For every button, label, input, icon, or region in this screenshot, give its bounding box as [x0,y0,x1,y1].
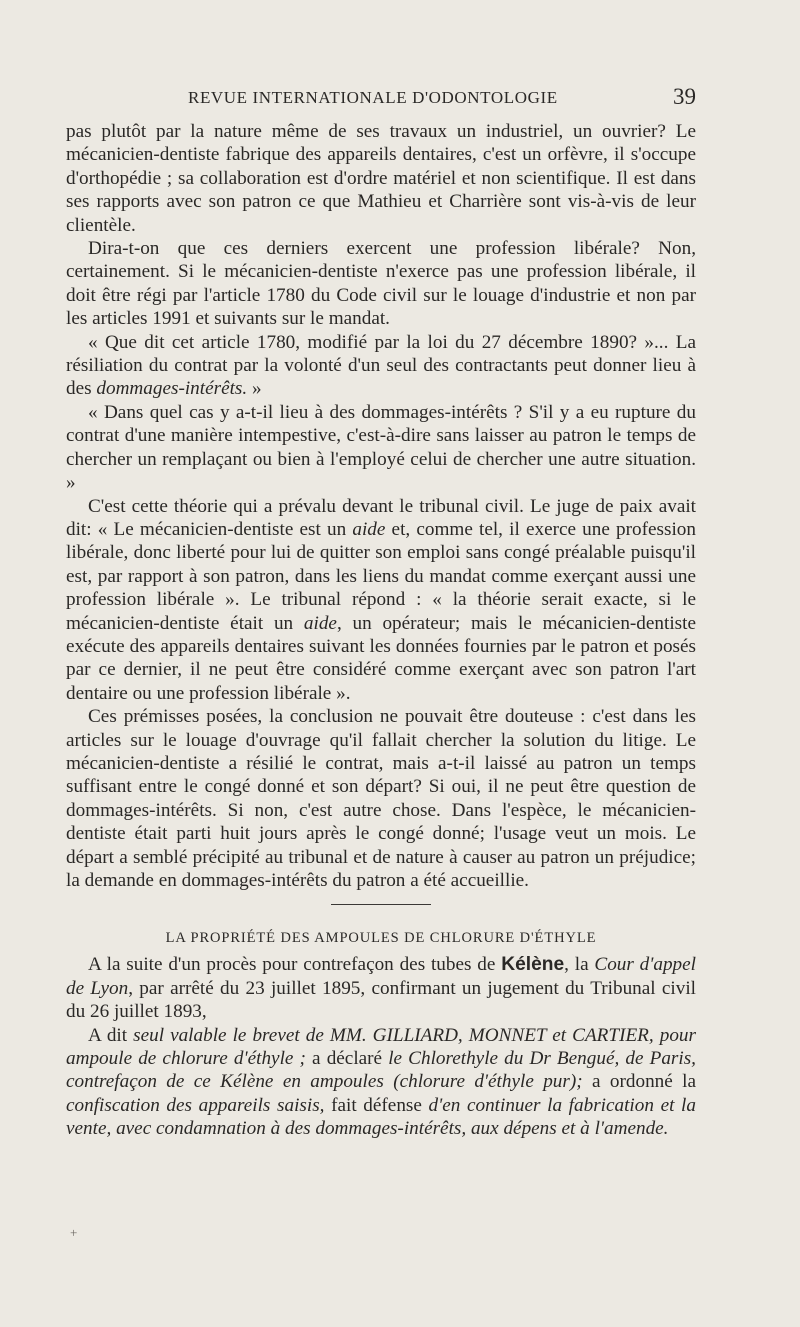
section-p1-text-b: , la [564,954,595,976]
section-p2-italic-a: seul valable le brevet de MM. GILLIARD, MONNET et CARTIER, pour ampoule de chlorure d'éthyle ; [66,1024,696,1070]
paragraph-5 [66,495,696,706]
paragraph-5-text-b: et, comme tel, il exerce une profession libérale, donc liberté pour lui de quitter son emploi sans congé préalable puisqu'il est, par rapport à son patron, dans les liens du mandat comme exerçant aussi une profession libérale ». Le tribunal répond : « la théorie serait exacte, si le mécanicien-dentiste était un [66,518,696,634]
section-p2-text-c: a ordonné la [582,1071,696,1093]
paragraph-2: Dira-t-on que ces derniers exercent une profession libérale? Non, certainement. Si le mécanicien-dentiste n'exerce pas une profession libérale, il doit être régi par l'article 1780 du Code civil sur le louage d'industrie et non par les articles 1991 et suivants sur le mandat. [66,238,696,330]
paragraph-6: Ces prémisses posées, la conclusion ne pouvait être douteuse : c'est dans les articles sur le louage d'ouvrage qu'il fallait chercher la solution du litige. Le mécanicien-dentiste a résilié le contrat, mais a-t-il laissé au patron un temps suffisant entre le congé donné et son départ? Si oui, il ne peut être question de dommages-intérêts. Si non, c'est autre chose. Dans l'espèce, le mécanicien-dentiste était parti huit jours après le congé donné; l'usage veut un mois. Le départ a semblé précipité au tribunal et de nature à causer au patron un préjudice; la demande en dommages-intérêts du patron a été accueillie. [66,706,696,891]
section-p1-text-c: , par arrêté du 23 juillet 1895, confirmant un jugement du Tribunal civil du 26 juillet 1893, [66,977,696,1023]
page-header [66,84,696,114]
section-p1-brand: Kélène [501,954,565,976]
paragraph-5-italic-a: aide [352,518,386,540]
page-number: 39 [673,84,696,109]
section-p1-text-a: A la suite d'un procès pour contrefaçon des tubes de [88,954,502,976]
paragraph-3-text: « Que dit cet article 1780, modifié par la loi du 27 décembre 1890? »... La résiliation du contrat par la volonté d'un seul des contractants peut donner lieu à des [66,331,696,400]
paragraph-5-text-c: , un opérateur; mais le mécanicien-dentiste exécute des appareils dentaires suivant les données fournies par le patron et posés par ce dernier, il ne peut être considéré comme exerçant avec son patron l'art dentaire ou une profession libérale ». [66,612,696,704]
section-p1-court: Cour d'appel de Lyon [66,954,696,999]
article-body [66,120,696,1141]
paragraph-3-italic: dommages-intérêts. [96,378,248,400]
section-paragraph-1 [66,953,696,1023]
paragraph-3-close: » [247,378,262,400]
section-p2-text-d: fait défense [324,1094,429,1116]
section-p2-italic-c: confiscation des appareils saisis, [66,1094,325,1116]
paragraph-5-text-a: C'est cette théorie qui a prévalu devant le tribunal civil. Le juge de paix avait dit: « Le mécanicien-dentiste est un [66,495,696,540]
footer-mark: + [70,1225,78,1240]
section-p2-italic-d: d'en continuer la fabrication et la vente, avec condamnation à des dommages-intérêts, aux dépens et à l'amende. [66,1094,696,1140]
paragraph-4: « Dans quel cas y a-t-il lieu à des dommages-intérêts ? S'il y a eu rupture du contrat d'une manière intempestive, c'est-à-dire sans laisser au patron le temps de chercher un remplaçant ou bien à l'employé celui de chercher une autre situation. » [66,401,696,494]
running-title: REVUE INTERNATIONALE D'ODONTOLOGIE [188,88,558,107]
section-divider [331,904,431,905]
paragraph-5-italic-b: aide [303,612,337,634]
section-p2-italic-b: le Chlorethyle du Dr Bengué, de Paris, contrefaçon de ce Kélène en ampoules (chlorure d'éthyle pur); [66,1048,696,1093]
paragraph-1: pas plutôt par la nature même de ses travaux un industriel, un ouvrier? Le mécanicien-dentiste fabrique des appareils dentaires, c'est un orfèvre, il s'occupe d'orthopédie ; sa collaboration est d'ordre matériel et non scientifique. Il est dans ses rapports avec son patron ce que Mathieu et Charrière sont vis-à-vis de leur clientèle. [66,121,696,236]
section-heading: LA PROPRIÉTÉ DES AMPOULES DE CHLORURE D'ÉTHYLE [165,930,597,947]
section-paragraph-2 [66,1024,696,1141]
section-p2-text-a: A dit [88,1024,134,1046]
section-p2-text-b: a déclaré [305,1048,389,1070]
paragraph-3 [66,331,696,401]
